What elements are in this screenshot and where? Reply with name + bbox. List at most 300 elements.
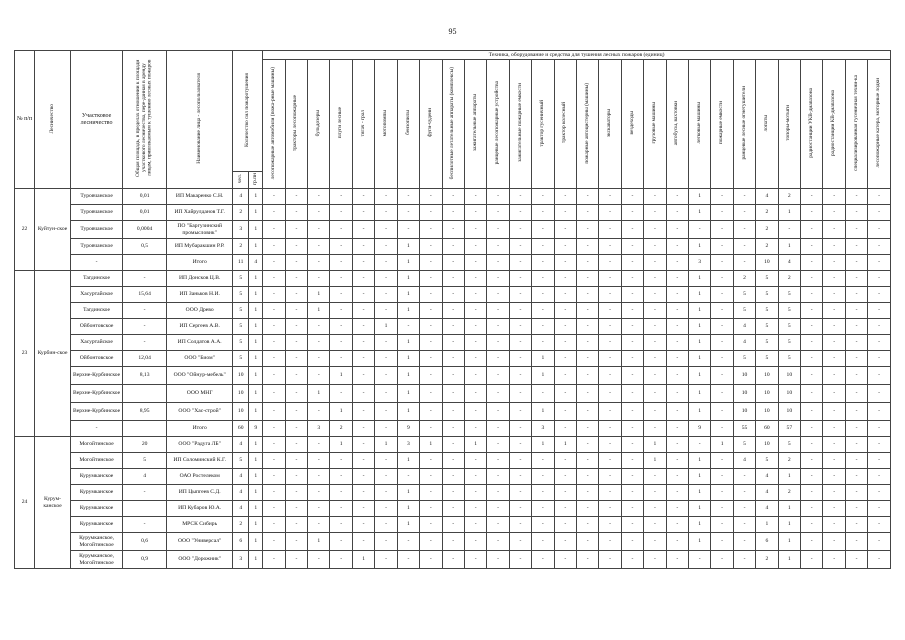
cell-tech-count: -	[621, 469, 643, 485]
cell-tech-count: -	[263, 189, 285, 205]
cell-tech-count: 1	[688, 319, 710, 335]
cell-tech-count: -	[868, 469, 891, 485]
cell-people: 10	[233, 385, 249, 403]
cell-tech-count: -	[464, 551, 486, 569]
header-tech-col	[330, 60, 352, 189]
cell-people: 3	[233, 551, 249, 569]
cell-tech-count: -	[823, 335, 845, 351]
cell-tech-count: -	[352, 287, 374, 303]
cell-tech-count: 3	[688, 255, 710, 271]
cell-tech-count: -	[621, 239, 643, 255]
cell-tech-count: -	[330, 239, 352, 255]
cell-tech-count: 1	[330, 367, 352, 385]
cell-tech-count: -	[733, 517, 755, 533]
cell-tech-count: 2	[756, 205, 778, 221]
cell-tech-count: -	[644, 287, 666, 303]
cell-tech-count: -	[263, 437, 285, 453]
cell-tech-count: 3	[397, 437, 419, 453]
header-district-forestry-label: Участковое лесничество	[80, 113, 113, 126]
header-tech-label: тракторы лесопожарные	[292, 94, 299, 151]
header-tech-label: трактор гусеничный	[538, 99, 545, 147]
header-tech-label: экскаваторы	[606, 108, 613, 137]
cell-tech-count: 5	[756, 453, 778, 469]
cell-tech-count: -	[420, 469, 442, 485]
header-tech-label: беспилотные летательные аппараты (комплексы)	[449, 66, 456, 180]
header-tech-col	[801, 60, 823, 189]
table-row	[15, 501, 891, 517]
cell-tech-count: -	[509, 517, 531, 533]
cell-tech-count: -	[845, 367, 867, 385]
cell-tech-count: -	[868, 385, 891, 403]
cell-tech-count: -	[845, 551, 867, 569]
cell-tech-count: 4	[756, 501, 778, 517]
cell-no: 22	[15, 189, 35, 271]
cell-tech-count: -	[823, 385, 845, 403]
cell-tech-count: -	[868, 485, 891, 501]
cell-tech-count: -	[576, 287, 598, 303]
cell-tech-count: -	[711, 287, 733, 303]
cell-area: 0,9	[123, 551, 167, 569]
cell-tech-count: -	[845, 469, 867, 485]
cell-tech-count: -	[666, 485, 688, 501]
cell-area: -	[123, 319, 167, 335]
cell-district-forestry: Курумканское, Могойтинское	[71, 551, 123, 569]
cell-area: 0,01	[123, 189, 167, 205]
cell-tech-count: -	[576, 189, 598, 205]
cell-tech-count: -	[532, 385, 554, 403]
cell-tech-count: -	[554, 551, 576, 569]
cell-people: 2	[233, 517, 249, 533]
cell-district-forestry: Могойтинское	[71, 453, 123, 469]
cell-tech-count: 1	[644, 437, 666, 453]
cell-tech-count: -	[599, 221, 621, 239]
table-row	[15, 335, 891, 351]
cell-tech-count: -	[845, 271, 867, 287]
cell-tech-count: -	[308, 271, 330, 287]
cell-tech-count: 2	[778, 485, 800, 501]
header-tech-col	[644, 60, 666, 189]
cell-no: 24	[15, 437, 35, 569]
header-tech-col	[868, 60, 891, 189]
cell-user: ИП Донсков Ц.В.	[167, 271, 233, 287]
cell-people: 60	[233, 421, 249, 437]
cell-tech-count: -	[868, 351, 891, 367]
cell-tech-count: -	[733, 239, 755, 255]
cell-tech-count: -	[464, 189, 486, 205]
cell-district-forestry: Верхне-Курбинское	[71, 385, 123, 403]
cell-tech-count: -	[420, 501, 442, 517]
cell-tech-count: -	[420, 453, 442, 469]
cell-tech-count: -	[621, 385, 643, 403]
header-row-1	[15, 51, 891, 60]
cell-tech-count: -	[599, 453, 621, 469]
cell-tech-count: -	[823, 437, 845, 453]
cell-district-forestry: Могойтинское	[71, 437, 123, 453]
cell-district-forestry: Верхне-Курбинское	[71, 367, 123, 385]
cell-tech-count: -	[308, 205, 330, 221]
cell-tech-count: -	[330, 221, 352, 239]
cell-tech-count: 1	[532, 351, 554, 367]
cell-tech-count: -	[801, 303, 823, 319]
cell-area: 12,04	[123, 351, 167, 367]
cell-tech-count: -	[666, 221, 688, 239]
header-no-label: № п/п	[16, 116, 33, 123]
cell-tech-count: 10	[778, 385, 800, 403]
cell-tech-count: -	[442, 533, 464, 551]
cell-tech-count: -	[532, 335, 554, 351]
cell-tech-count: 1	[397, 271, 419, 287]
cell-tech-count: -	[554, 221, 576, 239]
cell-tech-count: -	[644, 351, 666, 367]
table-row	[15, 453, 891, 469]
cell-tech-count: -	[487, 335, 509, 351]
cell-tech-count: -	[375, 403, 397, 421]
cell-tech-count: -	[285, 351, 307, 367]
cell-tech-count: 1	[778, 551, 800, 569]
cell-tech-count: -	[330, 271, 352, 287]
cell-tech-count: -	[375, 533, 397, 551]
cell-groups: 1	[249, 367, 263, 385]
cell-tech-count: -	[375, 469, 397, 485]
cell-area: 20	[123, 437, 167, 453]
cell-tech-count: -	[420, 221, 442, 239]
cell-tech-count: 10	[778, 367, 800, 385]
cell-tech-count: 1	[688, 335, 710, 351]
cell-tech-count: -	[823, 351, 845, 367]
cell-district-forestry: -	[71, 255, 123, 271]
cell-tech-count: -	[554, 485, 576, 501]
cell-tech-count: -	[532, 303, 554, 319]
cell-tech-count: -	[420, 335, 442, 351]
cell-tech-count: -	[801, 403, 823, 421]
cell-tech-count: 10	[756, 403, 778, 421]
table-row	[15, 437, 891, 453]
cell-tech-count: -	[801, 469, 823, 485]
cell-tech-count: -	[352, 421, 374, 437]
header-tech-col	[666, 60, 688, 189]
cell-tech-count: -	[375, 501, 397, 517]
cell-tech-count: -	[644, 501, 666, 517]
cell-tech-count: 1	[688, 189, 710, 205]
cell-tech-count: -	[621, 287, 643, 303]
cell-tech-count: -	[711, 421, 733, 437]
cell-tech-count: -	[666, 551, 688, 569]
cell-no: 23	[15, 271, 35, 437]
cell-tech-count: -	[442, 287, 464, 303]
cell-tech-count: 1	[464, 437, 486, 453]
cell-tech-count: -	[554, 205, 576, 221]
cell-tech-count: -	[464, 303, 486, 319]
cell-tech-count: -	[509, 351, 531, 367]
cell-tech-count: -	[330, 303, 352, 319]
header-area	[123, 51, 167, 189]
cell-tech-count: 1	[375, 319, 397, 335]
cell-tech-count: -	[801, 351, 823, 367]
cell-tech-count: -	[285, 319, 307, 335]
cell-tech-count: -	[711, 189, 733, 205]
cell-tech-count: -	[599, 533, 621, 551]
cell-tech-count: -	[330, 205, 352, 221]
cell-tech-count: -	[644, 485, 666, 501]
cell-tech-count: -	[442, 205, 464, 221]
cell-groups: 1	[249, 469, 263, 485]
cell-tech-count: -	[464, 287, 486, 303]
cell-tech-count: -	[711, 319, 733, 335]
cell-tech-count: -	[666, 501, 688, 517]
cell-tech-count: -	[308, 351, 330, 367]
cell-groups: 1	[249, 485, 263, 501]
cell-tech-count: -	[868, 255, 891, 271]
cell-tech-count: -	[420, 319, 442, 335]
cell-user: ООО Древо	[167, 303, 233, 319]
cell-tech-count: -	[554, 367, 576, 385]
cell-tech-count: -	[308, 335, 330, 351]
cell-tech-count: -	[554, 189, 576, 205]
cell-tech-count: -	[420, 403, 442, 421]
cell-area: -	[123, 485, 167, 501]
table-row	[15, 485, 891, 501]
cell-tech-count: 1	[688, 287, 710, 303]
header-personnel-label: Количество сил пожаротушения	[243, 72, 250, 147]
cell-tech-count: -	[868, 437, 891, 453]
cell-tech-count: -	[263, 271, 285, 287]
cell-tech-count: -	[576, 501, 598, 517]
cell-tech-count: -	[845, 189, 867, 205]
cell-tech-count: -	[263, 367, 285, 385]
cell-tech-count: -	[487, 533, 509, 551]
cell-tech-count: -	[554, 303, 576, 319]
cell-tech-count: 5	[733, 303, 755, 319]
cell-tech-count: -	[644, 367, 666, 385]
cell-people: 4	[233, 485, 249, 501]
cell-district-forestry: Курумканское	[71, 501, 123, 517]
cell-tech-count: -	[420, 271, 442, 287]
cell-tech-count: 1	[688, 239, 710, 255]
cell-tech-count: -	[823, 469, 845, 485]
cell-user: ООО "Универсал"	[167, 533, 233, 551]
cell-tech-count: -	[711, 501, 733, 517]
cell-tech-count: -	[823, 221, 845, 239]
cell-tech-count: 5	[778, 335, 800, 351]
header-tech-col	[733, 60, 755, 189]
cell-tech-count: 10	[733, 367, 755, 385]
cell-people: 10	[233, 403, 249, 421]
cell-tech-count: 2	[778, 453, 800, 469]
cell-groups: 1	[249, 385, 263, 403]
header-tech-col	[576, 60, 598, 189]
cell-area: 5	[123, 453, 167, 469]
cell-tech-count: -	[576, 437, 598, 453]
cell-tech-count: -	[644, 319, 666, 335]
cell-tech-count: -	[845, 437, 867, 453]
cell-tech-count: 1	[778, 469, 800, 485]
cell-forestry: Куйтун-ское	[35, 189, 71, 271]
cell-area: 8,13	[123, 367, 167, 385]
cell-user: ИП Кубаров Ю.А.	[167, 501, 233, 517]
cell-tech-count: 1	[397, 517, 419, 533]
cell-tech-count: 5	[756, 351, 778, 367]
cell-tech-count: -	[644, 271, 666, 287]
cell-tech-count: -	[801, 189, 823, 205]
cell-tech-count: -	[801, 501, 823, 517]
cell-tech-count: -	[532, 189, 554, 205]
cell-tech-count: -	[666, 205, 688, 221]
header-tech-col	[688, 60, 710, 189]
cell-tech-count: 4	[778, 255, 800, 271]
cell-tech-count: -	[532, 287, 554, 303]
cell-tech-count: -	[711, 221, 733, 239]
cell-tech-count: -	[352, 453, 374, 469]
cell-tech-count: -	[352, 303, 374, 319]
cell-tech-count: -	[464, 453, 486, 469]
header-tech-label: плуги лесные	[337, 107, 344, 139]
cell-tech-count: 10	[756, 437, 778, 453]
cell-tech-count: -	[487, 287, 509, 303]
cell-tech-count: 2	[778, 271, 800, 287]
cell-tech-count: -	[666, 385, 688, 403]
cell-tech-count: -	[308, 189, 330, 205]
cell-tech-count: -	[464, 351, 486, 367]
cell-people: 4	[233, 501, 249, 517]
cell-user: ИП Цыпгеев С.Д.	[167, 485, 233, 501]
cell-tech-count: -	[509, 239, 531, 255]
cell-tech-count: -	[285, 437, 307, 453]
cell-groups: 1	[249, 189, 263, 205]
cell-people: 5	[233, 271, 249, 287]
cell-tech-count: -	[509, 469, 531, 485]
cell-tech-count: -	[420, 421, 442, 437]
cell-tech-count: -	[868, 287, 891, 303]
cell-district-forestry: Курумканское	[71, 469, 123, 485]
cell-tech-count: -	[464, 319, 486, 335]
cell-tech-count: -	[285, 367, 307, 385]
cell-tech-count: -	[285, 485, 307, 501]
cell-user: ОАО Ростелеком	[167, 469, 233, 485]
cell-tech-count: -	[263, 385, 285, 403]
cell-tech-count: -	[644, 385, 666, 403]
header-no	[15, 51, 35, 189]
cell-tech-count: -	[263, 403, 285, 421]
cell-tech-count: 1	[688, 303, 710, 319]
cell-tech-count: -	[442, 335, 464, 351]
cell-tech-count: -	[509, 189, 531, 205]
cell-tech-count: -	[823, 421, 845, 437]
cell-tech-count: -	[823, 303, 845, 319]
cell-tech-count: -	[487, 485, 509, 501]
cell-tech-count: -	[263, 517, 285, 533]
cell-tech-count: 1	[554, 437, 576, 453]
cell-tech-count: 1	[397, 335, 419, 351]
cell-tech-count: -	[509, 205, 531, 221]
cell-tech-count: -	[823, 189, 845, 205]
cell-tech-count: -	[711, 239, 733, 255]
cell-tech-count: 1	[375, 437, 397, 453]
cell-people: 3	[233, 221, 249, 239]
cell-tech-count: 2	[756, 239, 778, 255]
cell-tech-count: -	[621, 517, 643, 533]
cell-user: ООО МНГ	[167, 385, 233, 403]
cell-tech-count: 1	[397, 385, 419, 403]
cell-tech-count: -	[509, 551, 531, 569]
cell-tech-count: -	[330, 453, 352, 469]
cell-tech-count: -	[711, 551, 733, 569]
cell-tech-count: -	[554, 403, 576, 421]
cell-tech-count: -	[487, 189, 509, 205]
cell-people: 5	[233, 303, 249, 319]
cell-people: 10	[233, 367, 249, 385]
cell-groups: 1	[249, 239, 263, 255]
cell-tech-count: -	[576, 255, 598, 271]
cell-tech-count: -	[352, 501, 374, 517]
cell-tech-count: -	[308, 437, 330, 453]
cell-tech-count: -	[308, 485, 330, 501]
cell-area: 4	[123, 469, 167, 485]
cell-tech-count: -	[532, 205, 554, 221]
cell-tech-count: -	[666, 469, 688, 485]
cell-tech-count: -	[442, 239, 464, 255]
cell-tech-count: -	[666, 271, 688, 287]
header-tech-label: тягач - грал	[359, 109, 366, 137]
cell-tech-count: -	[487, 437, 509, 453]
cell-tech-count: -	[263, 287, 285, 303]
cell-tech-count: -	[487, 501, 509, 517]
cell-tech-count: -	[644, 189, 666, 205]
cell-tech-count: -	[711, 453, 733, 469]
cell-tech-count: 5	[756, 271, 778, 287]
cell-tech-count: -	[352, 367, 374, 385]
cell-tech-count: 1	[397, 287, 419, 303]
cell-tech-count: -	[442, 271, 464, 287]
cell-tech-count: 1	[711, 437, 733, 453]
cell-tech-count: 10	[733, 403, 755, 421]
cell-tech-count: 1	[397, 403, 419, 421]
cell-tech-count: -	[263, 501, 285, 517]
cell-tech-count: -	[801, 421, 823, 437]
cell-tech-count: -	[330, 385, 352, 403]
cell-tech-count: -	[823, 551, 845, 569]
cell-tech-count: -	[554, 319, 576, 335]
cell-tech-count: 1	[532, 367, 554, 385]
cell-tech-count: 1	[420, 437, 442, 453]
cell-tech-count: -	[263, 469, 285, 485]
cell-tech-count: -	[375, 221, 397, 239]
cell-tech-count: -	[554, 239, 576, 255]
cell-user: ООО "Радуга ЛБ"	[167, 437, 233, 453]
cell-tech-count: -	[285, 271, 307, 287]
cell-tech-count: 1	[688, 453, 710, 469]
header-tech-label: пожарные емкости	[718, 101, 725, 145]
cell-groups: 1	[249, 205, 263, 221]
cell-tech-count: -	[733, 205, 755, 221]
cell-tech-count: -	[397, 469, 419, 485]
cell-tech-count: -	[464, 403, 486, 421]
cell-tech-count: -	[509, 287, 531, 303]
cell-tech-count: -	[487, 271, 509, 287]
cell-tech-count: -	[352, 485, 374, 501]
cell-tech-count: -	[509, 271, 531, 287]
cell-forestry: Курум-канское	[35, 437, 71, 569]
cell-tech-count: 1	[397, 303, 419, 319]
cell-tech-count: 2	[756, 221, 778, 239]
cell-tech-count: 1	[688, 533, 710, 551]
cell-tech-count: -	[868, 551, 891, 569]
cell-district-forestry: Курумканское	[71, 485, 123, 501]
header-groups-label: гр.пн	[251, 172, 258, 185]
table-row	[15, 533, 891, 551]
cell-tech-count: -	[733, 255, 755, 271]
cell-district-forestry: Тагдинское	[71, 271, 123, 287]
cell-tech-count: -	[263, 221, 285, 239]
